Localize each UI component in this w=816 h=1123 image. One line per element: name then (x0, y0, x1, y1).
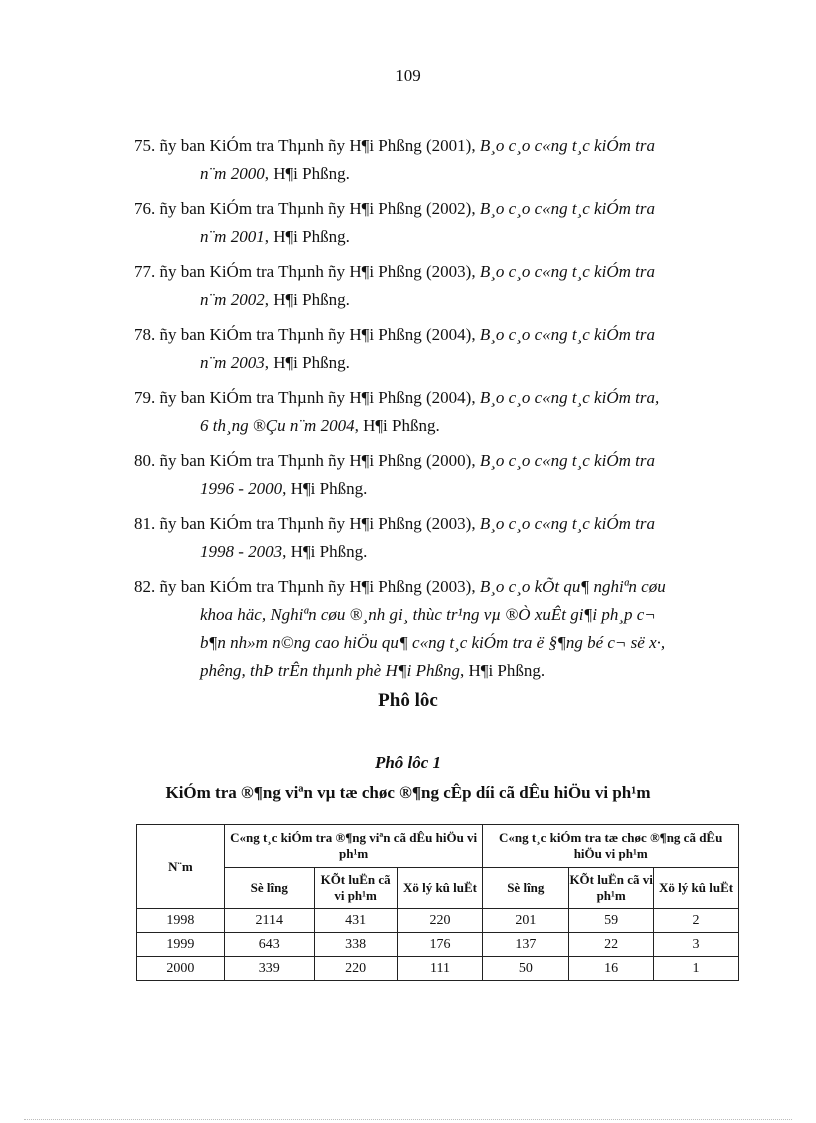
reference-place: , H¶i Phßng. (264, 353, 350, 372)
reference-item (134, 195, 740, 251)
party-org-header: C«ng t¸c kiÓm tra tæ chøc ®¶ng cã dÊu hiÖu vi ph¹m (483, 825, 739, 868)
reference-item (134, 510, 740, 566)
reference-title-cont: n¨m 2003 (200, 353, 265, 372)
column-header: KÕt luËn cã vi ph¹m (314, 868, 397, 909)
reference-place: , H¶i Phßng. (459, 661, 546, 680)
page-number: 109 (395, 66, 421, 85)
reference-place: , H¶i Phßng. (354, 416, 440, 435)
table-cell: 59 (569, 909, 654, 933)
year-cell: 1998 (137, 909, 225, 933)
reference-item (134, 258, 740, 314)
reference-author: ñy ban KiÓm tra Thµnh ñy H¶i Phßng (2004), (159, 388, 480, 407)
table-cell: 431 (314, 909, 397, 933)
reference-item (134, 321, 740, 377)
reference-author: ñy ban KiÓm tra Thµnh ñy H¶i Phßng (2001), (159, 136, 480, 155)
column-header: KÕt luËn cã vi ph¹m (569, 868, 654, 909)
reference-number: 82. (134, 577, 156, 596)
reference-title: B¸o c¸o c«ng t¸c kiÓm tra, (479, 388, 660, 407)
reference-number: 78. (134, 325, 156, 344)
reference-number: 80. (134, 451, 156, 470)
reference-author: ñy ban KiÓm tra Thµnh ñy H¶i Phßng (2003), (159, 514, 480, 533)
appendix-subheading: Phô lôc 1 (374, 753, 442, 772)
reference-number: 79. (134, 388, 156, 407)
reference-title: B¸o c¸o c«ng t¸c kiÓm tra (479, 514, 655, 533)
table-cell: 111 (397, 957, 483, 981)
reference-place: , H¶i Phßng. (264, 227, 350, 246)
reference-title: B¸o c¸o c«ng t¸c kiÓm tra (479, 262, 655, 281)
reference-title: B¸o c¸o c«ng t¸c kiÓm tra (479, 136, 655, 155)
reference-author: ñy ban KiÓm tra Thµnh ñy H¶i Phßng (2003), (159, 577, 480, 596)
reference-place: , H¶i Phßng. (264, 164, 350, 183)
table-cell: 201 (483, 909, 569, 933)
reference-item (134, 384, 740, 440)
column-header: Sè lîng (224, 868, 314, 909)
reference-title-cont: n¨m 2002 (200, 290, 265, 309)
table-cell: 220 (397, 909, 483, 933)
table-cell: 176 (397, 933, 483, 957)
page-bottom-divider (24, 1119, 792, 1120)
reference-title-cont: b¶n nh»m n©ng cao hiÖu qu¶ c«ng t¸c kiÓm tra ë §¶ng bé c¬ së x·, (200, 633, 666, 652)
reference-title-cont: n¨m 2000 (200, 164, 265, 183)
reference-place: , H¶i Phßng. (282, 542, 368, 561)
table-cell: 50 (483, 957, 569, 981)
reference-item (134, 573, 740, 685)
data-table (136, 824, 739, 981)
reference-item (134, 132, 740, 188)
table-row (137, 933, 739, 957)
table-cell: 16 (569, 957, 654, 981)
table-cell: 339 (224, 957, 314, 981)
table-cell: 220 (314, 957, 397, 981)
table-cell: 22 (569, 933, 654, 957)
reference-title-cont: 1998 - 2003 (200, 542, 283, 561)
reference-title: B¸o c¸o c«ng t¸c kiÓm tra (479, 451, 655, 470)
column-header: Xö lý kû luËt (654, 868, 739, 909)
reference-title-cont: n¨m 2001 (200, 227, 265, 246)
reference-number: 77. (134, 262, 156, 281)
reference-item (134, 447, 740, 503)
reference-place: , H¶i Phßng. (282, 479, 368, 498)
table-cell: 643 (224, 933, 314, 957)
table-cell: 3 (654, 933, 739, 957)
reference-number: 76. (134, 199, 156, 218)
reference-number: 81. (134, 514, 156, 533)
reference-number: 75. (134, 136, 156, 155)
reference-author: ñy ban KiÓm tra Thµnh ñy H¶i Phßng (2003), (159, 262, 480, 281)
table-cell: 338 (314, 933, 397, 957)
year-cell: 2000 (137, 957, 225, 981)
reference-title-cont: 6 th¸ng ®Çu n¨m 2004 (200, 416, 355, 435)
reference-title-cont: 1996 - 2000 (200, 479, 283, 498)
reference-place: , H¶i Phßng. (264, 290, 350, 309)
party-member-header: C«ng t¸c kiÓm tra ®¶ng viªn cã dÊu hiÖu vi ph¹m (224, 825, 483, 868)
table-title: KiÓm tra ®¶ng viªn vµ tæ chøc ®¶ng cÊp díi cã dÊu hiÖu vi ph¹m (165, 783, 651, 802)
table-cell: 137 (483, 933, 569, 957)
reference-title-cont: phêng, thÞ trÊn thµnh phè H¶i Phßng (200, 661, 460, 680)
reference-title: B¸o c¸o kÕt qu¶ nghiªn cøu (479, 577, 666, 596)
column-header: Sè lîng (483, 868, 569, 909)
reference-author: ñy ban KiÓm tra Thµnh ñy H¶i Phßng (2002), (159, 199, 480, 218)
reference-author: ñy ban KiÓm tra Thµnh ñy H¶i Phßng (2000), (159, 451, 480, 470)
table-row (137, 957, 739, 981)
table-cell: 2114 (224, 909, 314, 933)
reference-list (134, 132, 740, 692)
column-header: Xö lý kû luËt (397, 868, 483, 909)
year-header: N¨m (137, 825, 225, 909)
appendix-heading: Phô lôc (378, 690, 438, 711)
table-cell: 1 (654, 957, 739, 981)
reference-author: ñy ban KiÓm tra Thµnh ñy H¶i Phßng (2004), (159, 325, 480, 344)
year-cell: 1999 (137, 933, 225, 957)
table-cell: 2 (654, 909, 739, 933)
reference-title-cont: khoa häc, Nghiªn cøu ®¸nh gi¸ thùc tr¹ng vµ ®Ò xuÊt gi¶i ph¸p c¬ (200, 605, 656, 624)
reference-title: B¸o c¸o c«ng t¸c kiÓm tra (479, 325, 655, 344)
table-row (137, 909, 739, 933)
reference-title: B¸o c¸o c«ng t¸c kiÓm tra (479, 199, 655, 218)
